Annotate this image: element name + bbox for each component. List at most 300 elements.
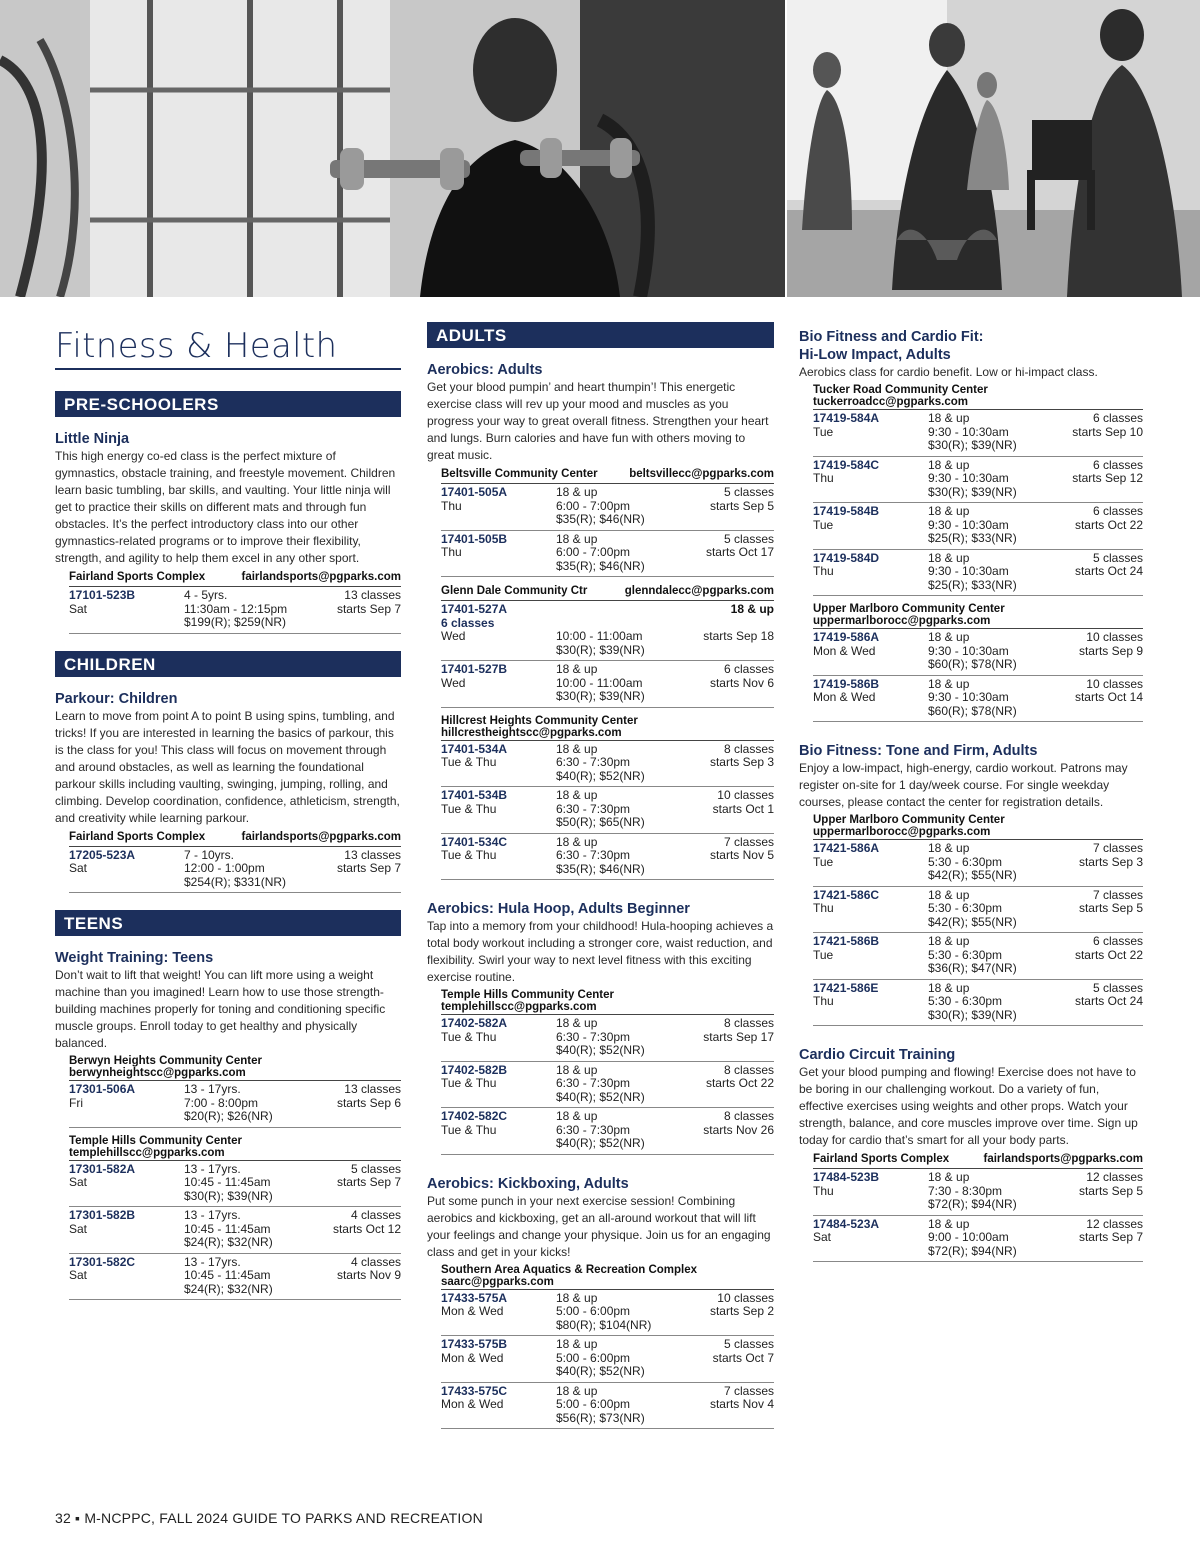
class-day: Tue & Thu xyxy=(441,801,497,816)
location-email[interactable]: fairlandsports@pgparks.com xyxy=(241,830,401,843)
location-box xyxy=(813,384,1143,722)
class-count: 7 classes xyxy=(723,834,774,849)
class-row xyxy=(441,834,774,881)
class-day: Thu xyxy=(813,471,834,485)
header-photos xyxy=(0,0,1200,297)
band-children: CHILDREN xyxy=(55,651,401,677)
class-code: 17419-584C xyxy=(813,457,880,472)
class-code: 17433-575C xyxy=(441,1383,508,1398)
column-2 xyxy=(427,322,774,1429)
class-fee: $60(R); $78(NR) xyxy=(928,703,1017,718)
class-time: 6:30 - 7:30pm xyxy=(556,755,631,769)
class-code: 17401-505A xyxy=(441,485,508,499)
class-count: 12 classes xyxy=(1086,1216,1143,1231)
location-name: Tucker Road Community Center xyxy=(813,384,988,396)
class-fee: $72(R); $94(NR) xyxy=(928,1243,1017,1258)
program-title: Cardio Circuit Training xyxy=(799,1047,956,1063)
location-header xyxy=(813,1152,1143,1169)
class-age: 18 & up xyxy=(556,1109,598,1123)
class-age: 18 & up xyxy=(556,834,598,849)
class-start: starts Sep 7 xyxy=(336,601,401,616)
class-age: 18 & up xyxy=(928,676,970,691)
class-start: starts Oct 7 xyxy=(712,1350,774,1365)
class-fee: $24(R); $32(NR) xyxy=(184,1281,273,1296)
class-fee: $50(R); $65(NR) xyxy=(556,815,645,829)
class-age: 18 & up xyxy=(556,1290,598,1305)
class-age: 18 & up xyxy=(928,550,970,565)
class-age: 18 & up xyxy=(556,531,598,546)
location-header xyxy=(813,384,1143,410)
class-age: 18 & up xyxy=(928,841,970,855)
class-row xyxy=(813,550,1143,597)
class-count: 4 classes xyxy=(350,1208,401,1222)
location-name: Southern Area Aquatics & Recreation Complex xyxy=(441,1263,698,1276)
class-row xyxy=(441,601,774,661)
class-start: starts Oct 24 xyxy=(1074,994,1143,1008)
class-fee: $40(R); $52(NR) xyxy=(556,768,645,783)
class-row xyxy=(441,787,774,834)
class-start: starts Sep 10 xyxy=(1072,424,1143,439)
class-count: 6 classes xyxy=(1092,934,1143,948)
class-count: 10 classes xyxy=(1086,630,1143,644)
class-fee: $40(R); $52(NR) xyxy=(556,1136,645,1150)
program-description: Tap into a memory from your childhood! Hula-hooping achieves a total body workout including a stronger core, waist reduction, and flexibility. Swirl your way to next level fitness with this exciting exercise routine. xyxy=(427,919,774,984)
class-start: starts Nov 9 xyxy=(336,1268,401,1282)
class-code: 17301-582C xyxy=(69,1254,136,1269)
class-time: 5:30 - 6:30pm xyxy=(928,994,1003,1008)
class-count: 6 classes xyxy=(723,662,774,676)
class-time: 5:00 - 6:00pm xyxy=(556,1350,631,1365)
class-time: 11:30am - 12:15pm xyxy=(184,601,288,616)
class-time: 7:30 - 8:30pm xyxy=(928,1183,1003,1198)
class-day: Tue xyxy=(813,854,834,869)
class-time: 9:00 - 10:00am xyxy=(928,1230,1009,1244)
class-age: 13 - 17yrs. xyxy=(184,1254,241,1269)
class-time: 9:30 - 10:30am xyxy=(928,517,1009,532)
class-time: 6:30 - 7:30pm xyxy=(556,1076,631,1090)
class-fee: $30(R); $39(NR) xyxy=(184,1188,273,1203)
class-start: starts Oct 22 xyxy=(1074,517,1143,532)
class-time: 9:30 - 10:30am xyxy=(928,690,1009,704)
class-row xyxy=(69,847,401,894)
location-name: Fairland Sports Complex xyxy=(813,1153,950,1165)
program-title: Aerobics: Hula Hoop, Adults Beginner xyxy=(427,901,690,917)
location-name: Temple Hills Community Center xyxy=(69,1134,242,1147)
class-day: Tue xyxy=(813,517,834,532)
class-day: Mon & Wed xyxy=(441,1397,504,1411)
location-box xyxy=(69,830,401,894)
location-header xyxy=(441,1264,774,1290)
class-day: Tue xyxy=(813,947,834,962)
class-time: 10:45 - 11:45am xyxy=(184,1268,271,1282)
location-email[interactable]: beltsvillecc@pgparks.com xyxy=(629,468,774,480)
class-time: 5:30 - 6:30pm xyxy=(928,901,1003,915)
class-start: starts Sep 5 xyxy=(1078,1183,1143,1198)
class-code: 17433-575A xyxy=(441,1290,508,1305)
class-time: 6:30 - 7:30pm xyxy=(556,1029,631,1044)
class-code: 17301-506A xyxy=(69,1082,136,1096)
class-count: 13 classes xyxy=(344,1082,401,1096)
class-code: 17421-586B xyxy=(813,934,880,948)
class-time: 5:00 - 6:00pm xyxy=(556,1304,631,1318)
class-count: 13 classes xyxy=(344,588,401,602)
column-3 xyxy=(799,322,1143,1262)
class-code: 17401-527B xyxy=(441,662,508,676)
class-age: 18 & up xyxy=(556,1016,598,1030)
program-title: Parkour: Children xyxy=(55,690,178,707)
location-name: Fairland Sports Complex xyxy=(69,571,206,583)
program-description: Enjoy a low-impact, high-energy, cardio workout. Patrons may register on-site for 1 day/week course. For single weekday courses, please contact the center for registration details. xyxy=(799,761,1128,809)
class-fee: $30(R); $39(NR) xyxy=(556,689,645,703)
class-day: Thu xyxy=(813,994,834,1008)
class-start: starts Sep 7 xyxy=(336,861,401,875)
class-start: starts Sep 7 xyxy=(336,1175,401,1189)
location-email[interactable]: uppermarlborocc@pgparks.com xyxy=(813,615,991,627)
class-fee: $20(R); $26(NR) xyxy=(184,1109,273,1123)
class-day: Tue & Thu xyxy=(441,1076,497,1090)
class-fee: $30(R); $39(NR) xyxy=(928,484,1017,499)
class-time: 7:00 - 8:00pm xyxy=(184,1095,259,1110)
class-fee: $42(R); $55(NR) xyxy=(928,914,1017,929)
location-header xyxy=(69,1135,401,1161)
class-count: 6 classes xyxy=(1092,411,1143,425)
class-fee: $30(R); $39(NR) xyxy=(928,1007,1017,1022)
class-time: 6:00 - 7:00pm xyxy=(556,545,631,559)
class-day: Sat xyxy=(69,601,88,616)
class-day: Tue & Thu xyxy=(441,755,497,769)
class-day: Sat xyxy=(813,1230,832,1244)
class-count: 5 classes xyxy=(723,531,774,546)
class-code: 17419-584A xyxy=(813,411,880,425)
class-fee: $24(R); $32(NR) xyxy=(184,1235,273,1249)
class-age: 18 & up xyxy=(730,602,774,616)
location-name: Hillcrest Heights Community Center xyxy=(441,714,638,727)
class-start: starts Oct 1 xyxy=(712,801,774,816)
class-count: 13 classes xyxy=(344,847,401,862)
class-start: starts Oct 17 xyxy=(705,545,774,559)
class-fee: $36(R); $47(NR) xyxy=(928,961,1017,975)
program-description: Get your blood pumping and flowing! Exercise does not have to be boring in our challenging workout. Do a variety of fun, effective exercises using weights and other props. Watch your strength, balance, and core muscles improve over time. Sign up today for cardio that’s smart for all your body parts. xyxy=(799,1065,1138,1147)
class-row xyxy=(813,933,1143,980)
class-start: starts Oct 24 xyxy=(1074,564,1143,578)
class-age: 18 & up xyxy=(928,411,970,425)
location-name: Temple Hills Community Center xyxy=(441,989,614,1001)
location-email[interactable]: berwynheightscc@pgparks.com xyxy=(69,1067,246,1079)
class-row xyxy=(813,1216,1143,1263)
location-box xyxy=(813,814,1143,1026)
class-age: 18 & up xyxy=(556,1383,598,1398)
program-subtitle: Hi-Low Impact, Adults xyxy=(799,347,951,363)
class-age: 18 & up xyxy=(556,788,598,802)
class-fee: $254(R); $331(NR) xyxy=(184,874,287,889)
class-time: 10:00 - 11:00am xyxy=(556,629,643,643)
class-code: 17421-586A xyxy=(813,841,880,855)
class-start: starts Sep 17 xyxy=(703,1029,774,1044)
program-description: Get your blood pumpin’ and heart thumpin’! This energetic exercise class will rev up your mood and muscles as you progress your way to great overall fitness. Strengthen your heart and lungs. Burn calories and have fun with others moving to great music. xyxy=(427,380,769,462)
class-row xyxy=(813,980,1143,1027)
class-fee: $35(R); $46(NR) xyxy=(556,512,645,526)
location-header xyxy=(69,830,401,847)
class-start: starts Nov 26 xyxy=(703,1122,774,1137)
class-age: 18 & up xyxy=(928,887,970,902)
class-fee: $40(R); $52(NR) xyxy=(556,1089,645,1104)
location-header xyxy=(813,814,1143,840)
location-box xyxy=(69,1055,401,1300)
class-code: 17402-582C xyxy=(441,1109,508,1123)
class-day: Mon & Wed xyxy=(813,690,876,704)
class-age: 18 & up xyxy=(928,457,970,472)
class-fee: $25(R); $33(NR) xyxy=(928,531,1017,545)
class-count: 8 classes xyxy=(723,1109,774,1123)
class-age: 18 & up xyxy=(928,1216,970,1231)
location-name: Upper Marlboro Community Center xyxy=(813,814,1005,826)
class-code: 17419-586B xyxy=(813,676,880,691)
class-day: Mon & Wed xyxy=(441,1304,504,1318)
class-row xyxy=(441,661,774,708)
program-title: Bio Fitness: Tone and Firm, Adults xyxy=(799,743,1038,759)
location-email[interactable]: saarc@pgparks.com xyxy=(441,1275,554,1288)
class-time: 9:30 - 10:30am xyxy=(928,471,1009,485)
location-email[interactable]: templehillscc@pgparks.com xyxy=(441,1001,597,1013)
class-row xyxy=(441,1062,774,1109)
class-start: starts Sep 2 xyxy=(709,1304,774,1318)
program-title: Weight Training: Teens xyxy=(55,950,214,966)
class-time: 5:00 - 6:00pm xyxy=(556,1397,631,1411)
class-start: starts Sep 12 xyxy=(1072,471,1143,485)
class-age: 18 & up xyxy=(928,504,970,518)
class-row xyxy=(69,1207,401,1254)
class-day: Fri xyxy=(69,1095,83,1110)
class-fee: $40(R); $52(NR) xyxy=(556,1043,645,1057)
program-title: Bio Fitness and Cardio Fit: xyxy=(799,329,984,345)
class-day: Mon & Wed xyxy=(813,643,876,658)
class-code: 17301-582A xyxy=(69,1161,136,1176)
class-row xyxy=(813,1169,1143,1216)
class-count: 5 classes xyxy=(350,1161,401,1176)
class-start: starts Sep 7 xyxy=(1078,1230,1143,1244)
class-row xyxy=(813,840,1143,887)
class-time: 12:00 - 1:00pm xyxy=(184,861,265,875)
class-row xyxy=(441,1336,774,1383)
class-code: 17101-523B xyxy=(69,588,136,602)
class-count: 6 classes xyxy=(1092,457,1143,472)
photo-group-exercise xyxy=(787,0,1200,297)
class-code: 17421-586E xyxy=(813,980,879,995)
class-time: 6:30 - 7:30pm xyxy=(556,801,631,816)
class-start: starts Sep 5 xyxy=(1078,901,1143,915)
class-start: starts Sep 3 xyxy=(1078,854,1143,869)
class-fee: $35(R); $46(NR) xyxy=(556,558,645,573)
class-fee: $42(R); $55(NR) xyxy=(928,868,1017,882)
class-fee: $40(R); $52(NR) xyxy=(556,1364,645,1378)
class-time: 10:45 - 11:45am xyxy=(184,1175,271,1189)
class-day: Sat xyxy=(69,1268,88,1282)
program-title: Little Ninja xyxy=(55,431,130,447)
class-day: Wed xyxy=(441,629,466,643)
location-email[interactable]: fairlandsports@pgparks.com xyxy=(241,571,401,583)
class-row xyxy=(69,587,401,634)
class-row xyxy=(813,676,1143,723)
class-code: 17205-523A xyxy=(69,847,136,862)
class-age: 18 & up xyxy=(556,485,598,499)
class-code: 17401-534A xyxy=(441,741,508,756)
class-day: Tue & Thu xyxy=(441,1029,497,1044)
class-row xyxy=(813,410,1143,457)
class-age: 13 - 17yrs. xyxy=(184,1208,241,1222)
class-row xyxy=(441,1108,774,1155)
class-count: 4 classes xyxy=(350,1254,401,1269)
class-day: Thu xyxy=(813,564,834,578)
class-start: starts Oct 14 xyxy=(1074,690,1143,704)
location-email[interactable]: uppermarlborocc@pgparks.com xyxy=(813,826,991,838)
class-age: 18 & up xyxy=(928,934,970,948)
class-age: 18 & up xyxy=(556,741,598,756)
class-start: starts Oct 12 xyxy=(332,1221,401,1236)
band-preschoolers: PRE-SCHOOLERS xyxy=(55,391,401,417)
class-row xyxy=(69,1161,401,1208)
class-code: 17401-527A xyxy=(441,602,508,616)
class-fee: $80(R); $104(NR) xyxy=(556,1317,652,1332)
photo-weight-training xyxy=(0,0,785,297)
class-day: Sat xyxy=(69,1175,88,1189)
program-description: Put some punch in your next exercise session! Combining aerobics and kickboxing, get an all-around workout that will lift your feelings and change your physique. Join us for an engaging class and get in your kicks! xyxy=(427,1193,771,1259)
class-fee: $30(R); $39(NR) xyxy=(928,438,1017,452)
class-count: 7 classes xyxy=(1092,887,1143,902)
location-header xyxy=(69,570,401,587)
location-name: Fairland Sports Complex xyxy=(69,830,206,843)
class-code: 17401-534C xyxy=(441,834,508,849)
class-time: 9:30 - 10:30am xyxy=(928,564,1009,578)
class-fee: $72(R); $94(NR) xyxy=(928,1197,1017,1211)
location-box xyxy=(441,989,774,1155)
class-day: Thu xyxy=(813,901,834,915)
class-age: 18 & up xyxy=(928,1170,970,1184)
band-adults: ADULTS xyxy=(427,322,774,348)
class-count: 10 classes xyxy=(717,1290,774,1305)
class-fee: $56(R); $73(NR) xyxy=(556,1410,645,1425)
class-count: 12 classes xyxy=(1086,1170,1143,1184)
class-time: 6:30 - 7:30pm xyxy=(556,848,631,862)
class-code: 17484-523B xyxy=(813,1170,880,1184)
class-code: 17402-582A xyxy=(441,1016,508,1030)
class-fee: $25(R); $33(NR) xyxy=(928,577,1017,592)
class-row xyxy=(441,741,774,788)
class-time: 6:00 - 7:00pm xyxy=(556,498,631,513)
class-day: Tue xyxy=(813,424,834,439)
class-count: 6 classes xyxy=(1092,504,1143,518)
class-time: 9:30 - 10:30am xyxy=(928,424,1009,439)
location-name: Glenn Dale Community Ctr xyxy=(441,585,588,597)
page-title: Fitness & Health xyxy=(55,322,401,370)
location-email[interactable]: glenndalecc@pgparks.com xyxy=(624,585,774,597)
location-email[interactable]: templehillscc@pgparks.com xyxy=(69,1146,225,1159)
class-row xyxy=(69,1081,401,1128)
column-1 xyxy=(55,322,401,1300)
class-age: 13 - 17yrs. xyxy=(184,1082,241,1096)
class-code: 17419-584D xyxy=(813,550,880,565)
class-code: 17401-505B xyxy=(441,531,508,546)
class-fee: $199(R); $259(NR) xyxy=(184,615,287,629)
class-row xyxy=(813,457,1143,504)
program-title: Aerobics: Kickboxing, Adults xyxy=(427,1175,629,1192)
class-age: 18 & up xyxy=(556,662,598,676)
location-email[interactable]: fairlandsports@pgparks.com xyxy=(983,1153,1143,1165)
class-start: starts Oct 22 xyxy=(1074,947,1143,962)
program-title: Aerobics: Adults xyxy=(427,362,543,378)
class-time: 6:30 - 7:30pm xyxy=(556,1122,631,1137)
class-day: Thu xyxy=(441,498,462,513)
location-email[interactable]: hillcrestheightscc@pgparks.com xyxy=(441,726,622,739)
class-day: Tue & Thu xyxy=(441,1122,497,1137)
class-row xyxy=(441,1290,774,1337)
location-name: Upper Marlboro Community Center xyxy=(813,603,1005,615)
class-row xyxy=(441,1015,774,1062)
class-day: Sat xyxy=(69,1221,88,1236)
class-code: 17401-534B xyxy=(441,788,508,802)
class-age: 18 & up xyxy=(928,630,970,644)
location-header xyxy=(441,467,774,484)
class-count: 7 classes xyxy=(1092,841,1143,855)
class-count: 8 classes xyxy=(723,1016,774,1030)
class-row xyxy=(69,1254,401,1301)
class-code: 17421-586C xyxy=(813,887,880,902)
class-start: starts Sep 3 xyxy=(709,755,774,769)
class-start: starts Sep 9 xyxy=(1078,643,1143,658)
class-start: starts Nov 6 xyxy=(709,675,774,690)
class-fee: $35(R); $46(NR) xyxy=(556,861,645,876)
class-count: 5 classes xyxy=(1092,550,1143,565)
class-code: 17419-584B xyxy=(813,504,880,518)
location-name: Berwyn Heights Community Center xyxy=(69,1055,262,1067)
location-box xyxy=(441,467,774,880)
class-age: 7 - 10yrs. xyxy=(184,847,235,862)
class-row xyxy=(441,484,774,531)
location-box xyxy=(69,570,401,634)
class-count: 8 classes xyxy=(723,741,774,756)
class-count: 7 classes xyxy=(723,1383,774,1398)
location-box xyxy=(441,1264,774,1430)
program-description: Aerobics class for cardio benefit. Low or hi-impact class. xyxy=(799,365,1098,379)
class-code: 17402-582B xyxy=(441,1062,508,1077)
class-time: 5:30 - 6:30pm xyxy=(928,947,1003,962)
class-time: 9:30 - 10:30am xyxy=(928,643,1009,658)
class-age: 4 - 5yrs. xyxy=(184,588,228,602)
class-day: Wed xyxy=(441,675,466,690)
class-count: 5 classes xyxy=(723,485,774,499)
class-count: 5 classes xyxy=(723,1337,774,1351)
location-header xyxy=(441,989,774,1015)
class-time: 5:30 - 6:30pm xyxy=(928,854,1003,869)
location-header xyxy=(441,584,774,601)
class-row xyxy=(441,1383,774,1430)
class-time: 10:00 - 11:00am xyxy=(556,675,643,690)
class-code: 17484-523A xyxy=(813,1216,880,1231)
class-age: 18 & up xyxy=(556,1337,598,1351)
location-header xyxy=(69,1055,401,1081)
class-start: starts Sep 6 xyxy=(336,1095,401,1110)
location-header xyxy=(813,603,1143,629)
class-row xyxy=(813,887,1143,934)
program-description: Learn to move from point A to point B using spins, tumbling, and tricks! If you are interested in learning the basics of parkour, this is the class for you! This class will focus on movement through and around obstacles, as well as learning the foundational parkour skills including vaulting, swinging, jumping, rolling, and climbing. Develop coordination, confidence, athleticism, strength, and creativity while learning parkour. xyxy=(55,708,400,825)
location-name: Beltsville Community Center xyxy=(441,468,598,480)
class-start: starts Nov 5 xyxy=(709,848,774,862)
class-fee: $30(R); $39(NR) xyxy=(556,642,645,657)
class-row xyxy=(441,531,774,578)
class-code: 17433-575B xyxy=(441,1337,508,1351)
location-email[interactable]: tuckerroadcc@pgparks.com xyxy=(813,396,969,408)
class-code: 17419-586A xyxy=(813,630,880,644)
class-count: 6 classes xyxy=(441,615,495,630)
